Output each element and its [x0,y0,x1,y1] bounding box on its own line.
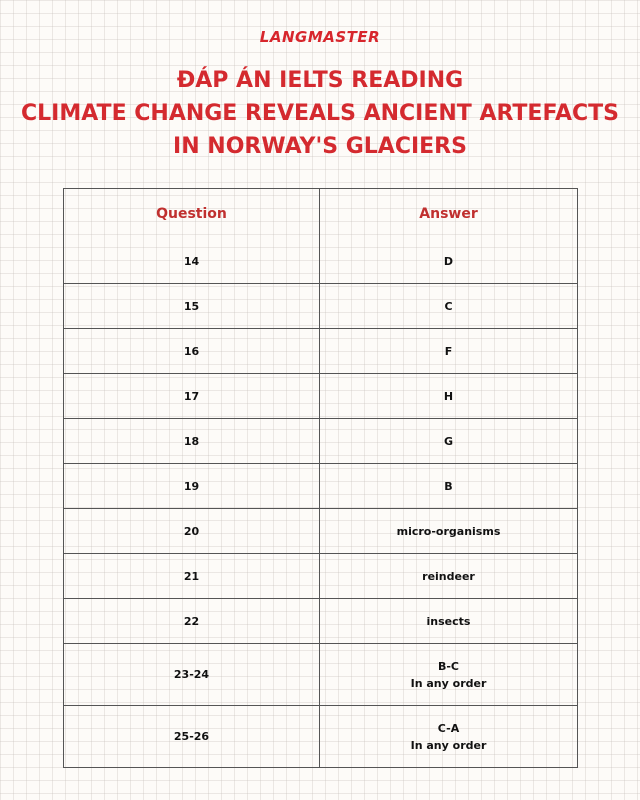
question-cell: 17 [183,389,200,403]
question-cell: 18 [183,434,200,448]
title-line-2: CLIMATE CHANGE REVEALS ANCIENT ARTEFACTS [21,101,619,126]
page-title [0,64,640,163]
answer-text: F [444,344,453,358]
answer-cell [319,644,577,705]
table-row [64,553,577,598]
answer-table [63,188,578,768]
table-row [64,705,577,767]
table-row [64,508,577,553]
title-line-3: IN NORWAY'S GLACIERS [173,134,467,159]
table-row [64,463,577,508]
question-cell: 23-24 [173,668,210,681]
answer-cell [319,554,577,598]
answer-text: B [444,479,453,493]
table-row [64,283,577,328]
table-row [64,643,577,705]
question-cell: 25-26 [173,730,210,743]
table-row [64,239,577,283]
answer-note: In any order [410,676,487,690]
question-cell: 19 [183,479,200,493]
answer-text: H [443,389,454,403]
answer-text: C [444,299,453,313]
title-line-1: ĐÁP ÁN IELTS READING [176,68,464,93]
answer-text: D [443,254,454,268]
table-row [64,373,577,418]
answer-cell [319,706,577,767]
answer-text: reindeer [422,569,475,583]
table-row [64,328,577,373]
answer-cell [319,239,577,283]
question-cell: 14 [183,254,200,268]
question-cell: 16 [183,344,200,358]
answer-cell [319,509,577,553]
answer-cell [319,599,577,643]
header-question: Question [156,205,227,222]
answer-cell [319,419,577,463]
header-answer: Answer [319,189,577,239]
answer-text: insects [426,614,471,628]
brand-logo: LANGMASTER [259,28,381,46]
answer-cell [319,284,577,328]
answer-cell [319,464,577,508]
question-cell: 21 [183,569,200,583]
answer-text: micro-organisms [396,524,501,538]
table-row [64,418,577,463]
answer-cell [319,374,577,418]
table-header-row [64,189,577,239]
table-row [64,598,577,643]
answer-text: C-A [437,721,460,735]
answer-note: In any order [410,738,487,752]
answer-text: G [443,434,454,448]
answer-text: B-C [437,659,460,673]
question-cell: 20 [183,524,200,538]
question-cell: 15 [183,299,200,313]
answer-cell [319,329,577,373]
question-cell: 22 [183,614,200,628]
